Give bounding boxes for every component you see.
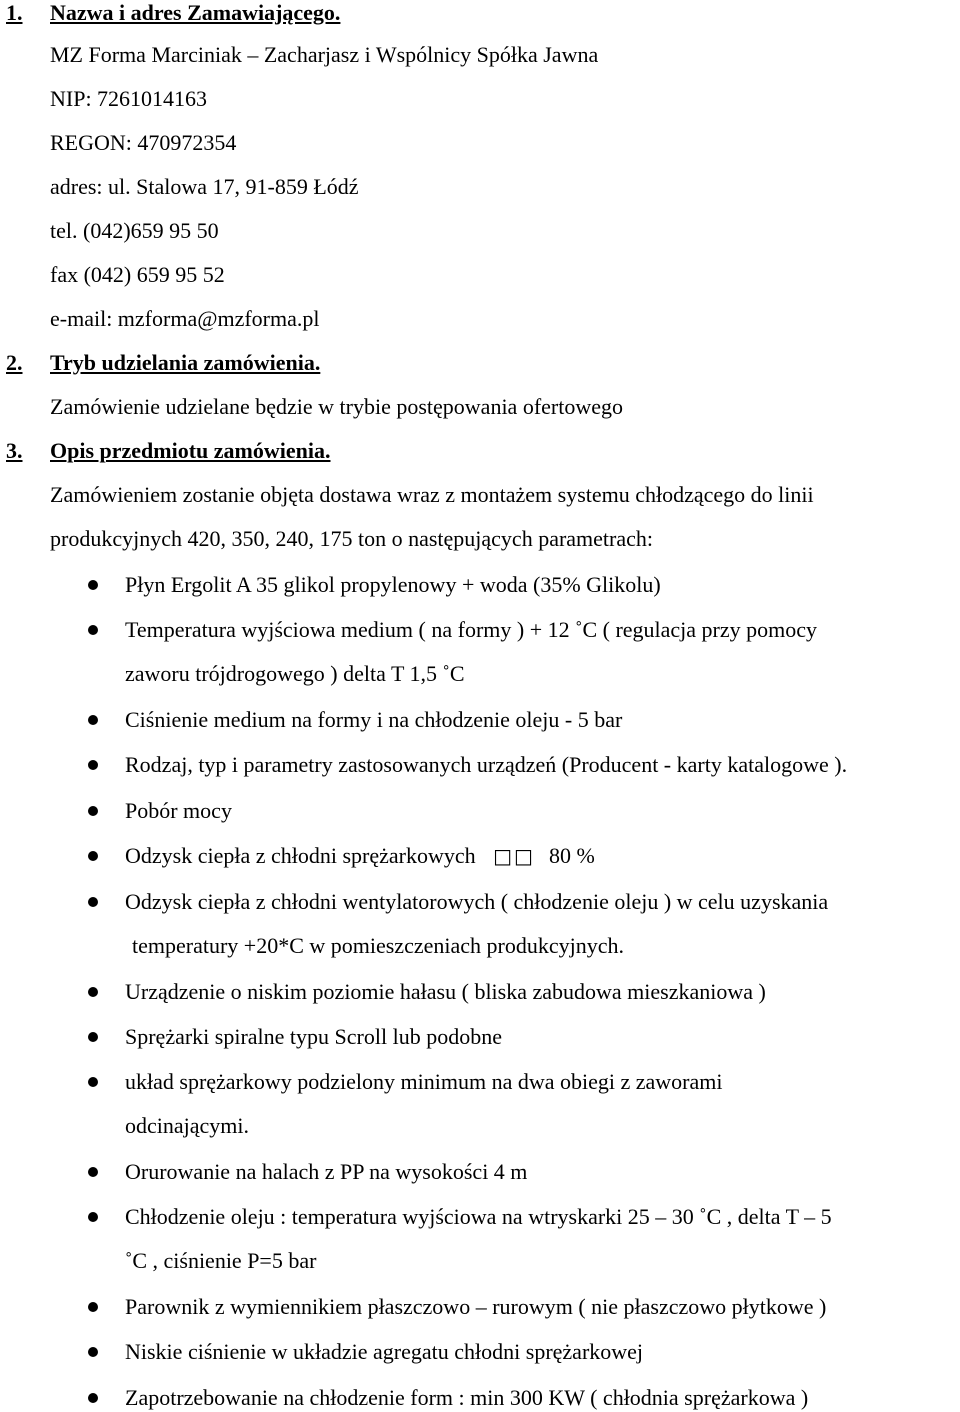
bullet-icon (88, 580, 98, 590)
email-line: e-mail: mzforma@mzforma.pl (50, 306, 320, 331)
list-item-value: 80 % (548, 843, 595, 868)
section-title: Nazwa i adres Zamawiającego. (50, 0, 341, 25)
section-title: Opis przedmiotu zamówienia. (50, 438, 331, 463)
bullet-icon (88, 1347, 98, 1357)
phone-line: tel. (042)659 95 50 (50, 218, 219, 243)
nip-number: NIP: 7261014163 (50, 86, 208, 111)
list-item (125, 843, 595, 869)
bullet-icon (88, 1167, 98, 1177)
section-1-heading (0, 0, 23, 26)
bullet-icon (88, 1212, 98, 1222)
fax-line: fax (042) 659 95 52 (50, 262, 225, 287)
unreadable-glyphs-icon: □□ (493, 844, 535, 868)
list-item: Płyn Ergolit A 35 glikol propylenowy + woda (35% Glikolu) (125, 572, 661, 597)
bullet-icon (88, 760, 98, 770)
list-item: układ sprężarkowy podzielony minimum na dwa obiegi z zaworami (125, 1069, 723, 1094)
bullet-icon (88, 851, 98, 861)
list-item-continuation: ˚C , ciśnienie P=5 bar (125, 1248, 317, 1273)
bullet-icon (88, 715, 98, 725)
list-item: Zapotrzebowanie na chłodzenie form : min 300 KW ( chłodnia sprężarkowa ) (125, 1385, 809, 1410)
bullet-icon (88, 987, 98, 997)
bullet-icon (88, 1077, 98, 1087)
bullet-icon (88, 806, 98, 816)
list-item: Parownik z wymiennikiem płaszczowo – rurowym ( nie płaszczowo płytkowe ) (125, 1294, 827, 1319)
list-item: Chłodzenie oleju : temperatura wyjściowa na wtryskarki 25 – 30 ˚C , delta T – 5 (125, 1204, 832, 1229)
list-item-continuation: odcinającymi. (125, 1113, 250, 1138)
list-item-continuation: zaworu trójdrogowego ) delta T 1,5 ˚C (125, 661, 465, 686)
procedure-text: Zamówienie udzielane będzie w trybie postępowania ofertowego (50, 394, 623, 419)
list-item: Niskie ciśnienie w układzie agregatu chłodni sprężarkowej (125, 1339, 644, 1364)
list-item: Ciśnienie medium na formy i na chłodzenie oleju - 5 bar (125, 707, 623, 732)
bullet-icon (88, 625, 98, 635)
bullet-icon (88, 1393, 98, 1403)
list-item: Rodzaj, typ i parametry zastosowanych urządzeń (Producent - karty katalogowe ). (125, 752, 848, 777)
bullet-icon (88, 1302, 98, 1312)
bullet-icon (88, 897, 98, 907)
section-title: Tryb udzielania zamówienia. (50, 350, 321, 375)
section-number: 3. (6, 438, 23, 463)
address-line: adres: ul. Stalowa 17, 91-859 Łódź (50, 174, 359, 199)
regon-number: REGON: 470972354 (50, 130, 237, 155)
section-number: 2. (6, 350, 23, 375)
list-item: Odzysk ciepła z chłodni wentylatorowych ( chłodzenie oleju ) w celu uzyskania (125, 889, 829, 914)
section-number: 1. (6, 0, 23, 25)
intro-line: Zamówieniem zostanie objęta dostawa wraz z montażem systemu chłodzącego do linii (50, 482, 814, 507)
bullet-icon (88, 1032, 98, 1042)
list-item: Orurowanie na halach z PP na wysokości 4 m (125, 1159, 528, 1184)
list-item: Sprężarki spiralne typu Scroll lub podobne (125, 1024, 502, 1049)
list-item: Urządzenie o niskim poziomie hałasu ( bliska zabudowa mieszkaniowa ) (125, 979, 766, 1004)
list-item: Pobór mocy (125, 798, 232, 823)
company-name: MZ Forma Marciniak – Zacharjasz i Wspólnicy Spółka Jawna (50, 42, 599, 67)
intro-line: produkcyjnych 420, 350, 240, 175 ton o następujących parametrach: (50, 526, 654, 551)
list-item: Temperatura wyjściowa medium ( na formy ) + 12 ˚C ( regulacja przy pomocy (125, 617, 818, 642)
list-item-text: Odzysk ciepła z chłodni sprężarkowych (125, 843, 482, 868)
list-item-continuation: temperatury +20*C w pomieszczeniach produkcyjnych. (132, 933, 624, 958)
